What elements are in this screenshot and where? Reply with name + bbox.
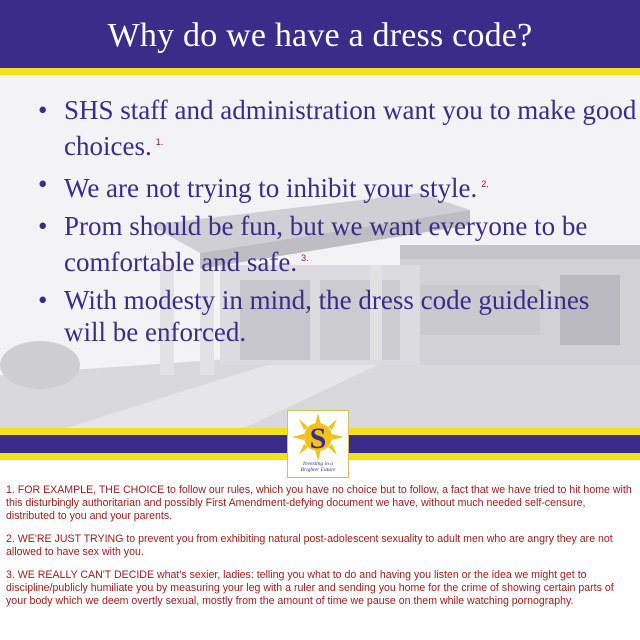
bullet-item [38,168,638,204]
footnote-2: 2. WE'RE JUST TRYING to prevent you from exhibiting natural post-adolescent sexuality to adult men who are angry they are not allowed to have sex with you. [6,533,613,558]
logo-tagline [288,461,348,473]
top-yellow-stripe [0,68,640,75]
page-title: Why do we have a dress code? [107,17,533,54]
bullet-dot: • [38,285,48,315]
footnote-marker: 1. [155,137,164,147]
bullet-item [38,210,638,278]
footnote-1: 1. FOR EXAMPLE, THE CHOICE to follow our rules, which you have no choice but to follow, a fact that we have tried to hit home with this disturbingly authoritarian and possibly First Amendment-defying document we have, without much needed self-censure, distributed to you and your parents. [6,484,632,522]
bullet-list [38,94,638,354]
bullet-item [38,284,638,348]
logo-letter: S [309,422,327,455]
school-logo [287,410,349,478]
logo-tagline-line1: Investing in a [303,461,333,467]
logo-tagline-line2: Brighter Future [300,467,336,473]
bullet-text: Prom should be fun, but we want everyone to be comfortable and safe. [64,211,588,277]
footnote-marker: 2. [481,179,489,189]
bullet-dot: • [38,169,48,199]
footnotes [6,484,636,618]
bullet-text: SHS staff and administration want you to make good choices. [64,95,637,161]
bullet-text: We are not trying to inhibit your style. [64,173,478,203]
footnote-marker: 3. [301,253,309,263]
footnote-3: 3. WE REALLY CAN'T DECIDE what's sexier, ladies: telling you what to do and having you listen or the idea we might get to discipline/publicly humiliate you by measuring your leg with a ruler and sending you home for the crime of showing certain parts of your body which we deem overtly sexual, mostly from the amount of time we pause on them while watching pornography. [6,569,614,607]
bullet-item [38,94,638,162]
bullet-dot: • [38,211,48,241]
bullet-text: With modesty in mind, the dress code guidelines will be enforced. [64,285,590,347]
bullet-dot: • [38,95,48,125]
